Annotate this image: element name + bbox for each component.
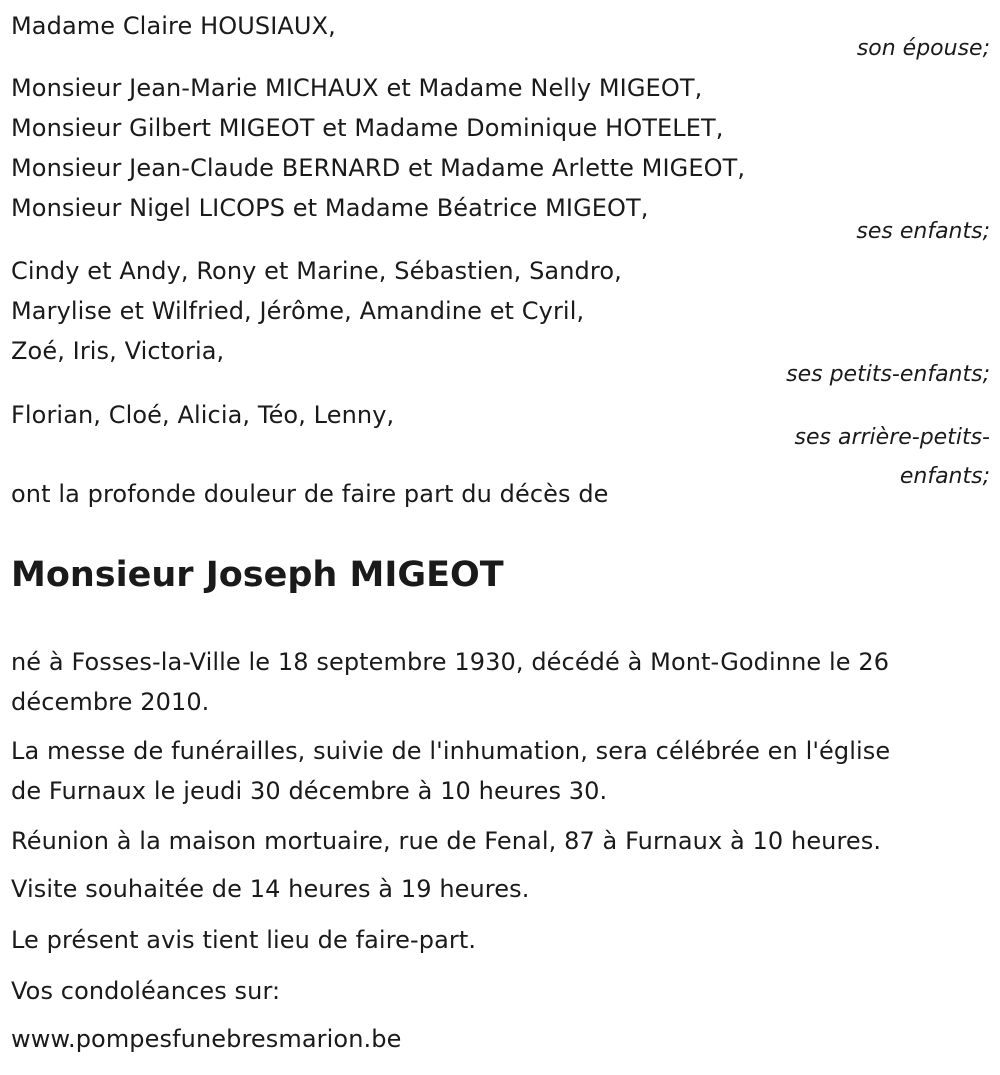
website-link[interactable]: www.pompesfunebresmarion.be	[11, 1025, 402, 1053]
announcement-text: ont la profonde douleur de faire part du décès de	[11, 480, 609, 508]
funeral-line-1: La messe de funérailles, suivie de l'inhumation, sera célébrée en l'église	[11, 737, 891, 765]
notice-text: Le présent avis tient lieu de faire-part.	[11, 926, 477, 954]
gathering-text: Réunion à la maison mortuaire, rue de Fenal, 87 à Furnaux à 10 heures.	[11, 827, 882, 855]
birth-death-line-1: né à Fosses-la-Ville le 18 septembre 1930, décédé à Mont-Godinne le 26	[11, 648, 890, 676]
spouse-name: Madame Claire HOUSIAUX,	[11, 12, 336, 40]
grandchildren-line-1: Cindy et Andy, Rony et Marine, Sébastien, Sandro,	[11, 257, 622, 285]
great-grandchildren-role-line-2: enfants;	[899, 464, 990, 489]
children-role: ses enfants;	[856, 219, 990, 244]
child-couple-2: Monsieur Gilbert MIGEOT et Madame Dominique HOTELET,	[11, 114, 724, 142]
condolences-label: Vos condoléances sur:	[11, 977, 281, 1005]
child-couple-4: Monsieur Nigel LICOPS et Madame Béatrice MIGEOT,	[11, 194, 649, 222]
great-grandchildren-role-line-1: ses arrière-petits-	[794, 425, 990, 450]
birth-death-line-2: décembre 2010.	[11, 688, 210, 716]
grandchildren-line-2: Marylise et Wilfried, Jérôme, Amandine et Cyril,	[11, 297, 585, 325]
child-couple-1: Monsieur Jean-Marie MICHAUX et Madame Nelly MIGEOT,	[11, 74, 703, 102]
deceased-name: Monsieur Joseph MIGEOT	[11, 555, 504, 595]
child-couple-3: Monsieur Jean-Claude BERNARD et Madame Arlette MIGEOT,	[11, 154, 746, 182]
great-grandchildren-line: Florian, Cloé, Alicia, Téo, Lenny,	[11, 401, 395, 429]
visit-text: Visite souhaitée de 14 heures à 19 heures.	[11, 875, 530, 903]
spouse-role: son épouse;	[856, 36, 990, 61]
grandchildren-line-3: Zoé, Iris, Victoria,	[11, 337, 225, 365]
funeral-line-2: de Furnaux le jeudi 30 décembre à 10 heures 30.	[11, 777, 608, 805]
grandchildren-role: ses petits-enfants;	[786, 362, 990, 387]
